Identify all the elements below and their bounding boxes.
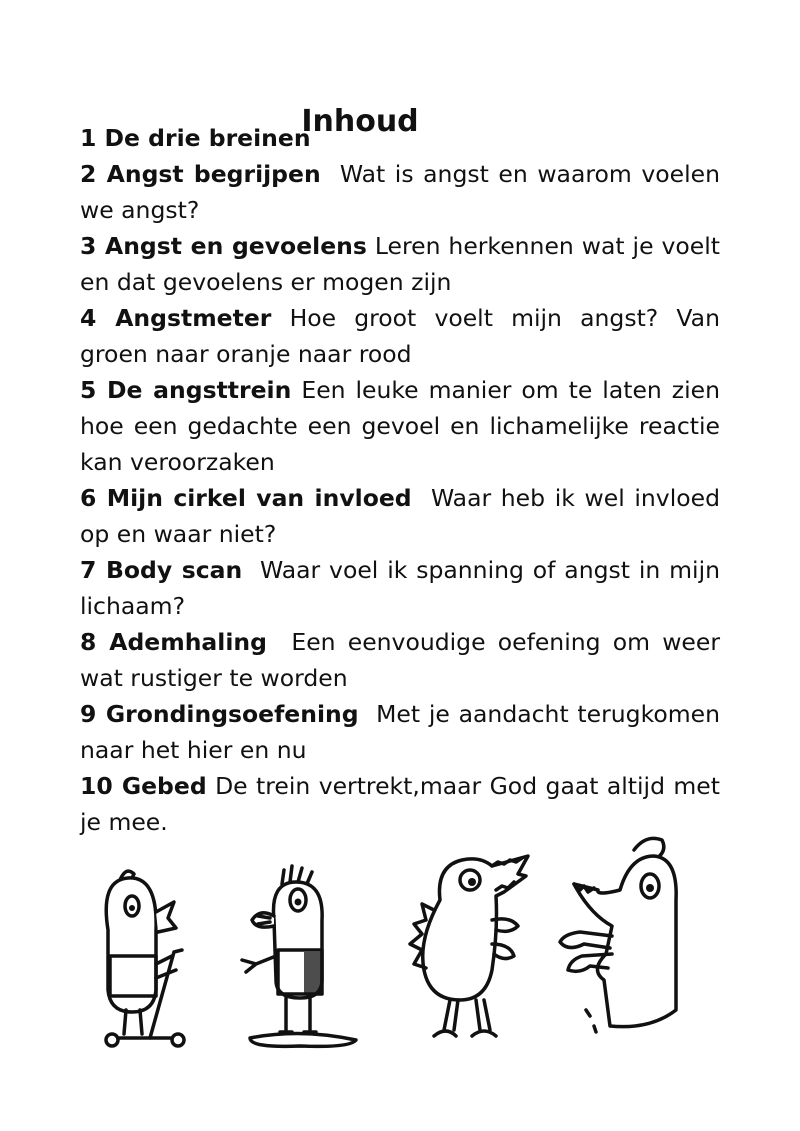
toc-description: Hoe groot voelt mijn angst? Van groen naar oranje naar rood — [80, 304, 720, 368]
toc-description: De trein vertrekt,maar God gaat altijd met je mee. — [80, 772, 720, 836]
toc-item — [80, 552, 720, 624]
toc-item — [80, 624, 720, 696]
toc-item — [80, 372, 720, 480]
toc-item — [80, 228, 720, 300]
standing-monster-icon — [230, 860, 360, 1050]
illustrations-row — [80, 820, 720, 1060]
toc-heading: 6 Mijn cirkel van invloed — [80, 484, 412, 512]
toc-item — [80, 696, 720, 768]
toc-heading: 2 Angst begrijpen — [80, 160, 321, 188]
toc-heading: 5 De angsttrein — [80, 376, 292, 404]
toc-heading: 1 De drie breinen — [80, 124, 311, 152]
toc-heading: 10 Gebed — [80, 772, 207, 800]
dinosaur-icon — [400, 840, 540, 1050]
toc-heading: 3 Angst en gevoelens — [80, 232, 367, 260]
toc-description: Een eenvoudige oefening om weer wat rustiger te worden — [80, 628, 720, 692]
toc-heading: 7 Body scan — [80, 556, 243, 584]
page-title: Inhoud — [301, 104, 419, 140]
toc-description: Met je aandacht terugkomen naar het hier en nu — [80, 700, 720, 764]
toc-heading: 4 Angstmeter — [80, 304, 272, 332]
toc-description: Waar heb ik wel invloed op en waar niet? — [80, 484, 720, 548]
toc-description: Leren herkennen wat je voelt en dat gevoelens er mogen zijn — [80, 232, 720, 296]
toc-description: Wat is angst en waarom voelen we angst? — [80, 160, 720, 224]
toc-heading: 9 Grondingsoefening — [80, 700, 359, 728]
toc-description: Een leuke manier om te laten zien hoe een gedachte een gevoel en lichamelijke reactie kan veroorzaken — [80, 376, 720, 476]
toc-item — [80, 300, 720, 372]
toc-item — [80, 156, 720, 228]
toc-item — [80, 480, 720, 552]
ghost-monster-icon — [550, 830, 710, 1050]
toc-item — [80, 120, 720, 156]
scooter-monster-icon — [90, 860, 200, 1050]
table-of-contents — [80, 120, 720, 840]
toc-heading: 8 Ademhaling — [80, 628, 267, 656]
toc-description: Waar voel ik spanning of angst in mijn lichaam? — [80, 556, 720, 620]
